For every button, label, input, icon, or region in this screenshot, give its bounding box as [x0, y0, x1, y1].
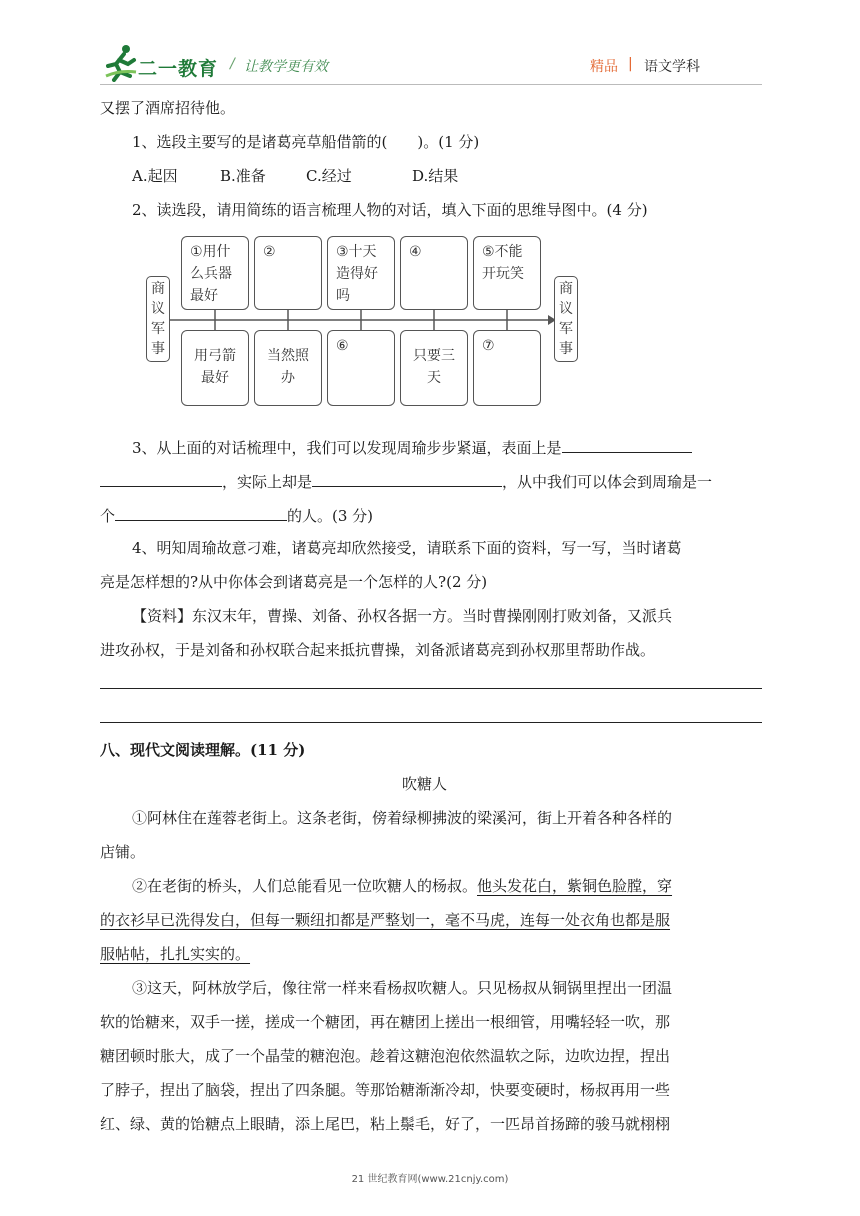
mindmap-bottom-4: 只要三 天	[400, 330, 468, 406]
p3-line1: ③这天，阿林放学后，像往常一样来看杨叔吹糖人。只见杨叔从铜锅里捏出一团温	[132, 979, 673, 997]
q3-blank-3[interactable]	[115, 504, 287, 521]
p2-line1	[132, 876, 672, 896]
mindmap	[144, 234, 586, 410]
page-footer: 21 世纪教育网(www.21cnjy.com)	[351, 1174, 509, 1185]
q1-text: 1、选段主要写的是诸葛亮草船借箭的( )。(1 分)	[132, 133, 480, 151]
q3-line2-mid: ，实际上却是	[222, 473, 313, 491]
subject-label: 语文学科	[644, 59, 700, 75]
q3-line3-end: 的人。(3 分)	[287, 507, 374, 525]
q1-option-d: D.结果	[412, 167, 459, 185]
q3-blank-1a[interactable]	[562, 436, 692, 453]
mindmap-top-3: ③十天 造得好 吗	[327, 236, 395, 310]
q3-line2	[100, 470, 712, 492]
story-title: 吹糖人	[402, 775, 448, 793]
intro-line: 又摆了酒席招待他。	[100, 99, 236, 117]
q3-line3-start: 个	[100, 507, 116, 525]
answer-line-1[interactable]	[100, 688, 762, 689]
p1-line1: ①阿林住在莲蓉老街上。这条老街，傍着绿柳拂波的梁溪河，街上开着各种各样的	[132, 809, 673, 827]
answer-line-2[interactable]	[100, 722, 762, 723]
brand-logo	[104, 42, 334, 86]
p3-line2: 软的饴糖来，双手一搓，搓成一个糖团，再在糖团上搓出一根细管，用嘴轻轻一吹，那	[100, 1013, 671, 1031]
mindmap-left-label: 商 议 军 事	[146, 276, 170, 362]
p1-line2: 店铺。	[100, 843, 146, 861]
p2-line2: 的衣衫早已洗得发白，但每一颗纽扣都是严整划一，毫不马虎，连每一处衣角也都是服	[100, 911, 671, 929]
mindmap-bottom-3: ⑥	[327, 330, 395, 406]
mindmap-bottom-1: 用弓箭 最好	[181, 330, 249, 406]
q2-text: 2、读选段，请用简练的语言梳理人物的对话，填入下面的思维导图中。(4 分)	[132, 201, 648, 219]
section8-heading: 八、现代文阅读理解。(11 分)	[100, 741, 306, 759]
q3-blank-2[interactable]	[312, 470, 502, 487]
q4-material-line1: 【资料】东汉末年，曹操、刘备、孙权各据一方。当时曹操刚刚打败刘备，又派兵	[132, 607, 673, 625]
mindmap-top-1: ①用什 么兵器 最好	[181, 236, 249, 310]
q1-option-b: B.准备	[220, 167, 266, 185]
header-divider: |	[628, 56, 633, 72]
runner-icon	[104, 42, 138, 82]
q3-line3	[100, 504, 373, 526]
mindmap-top-4: ④	[400, 236, 468, 310]
q1-option-c: C.经过	[306, 167, 352, 185]
q4-line2: 亮是怎样想的?从中你体会到诸葛亮是一个怎样的人?(2 分)	[100, 573, 488, 591]
header-rule	[100, 84, 762, 85]
mindmap-top-2: ②	[254, 236, 322, 310]
p3-line3: 糖团顿时胀大，成了一个晶莹的糖泡泡。趁着这糖泡泡依然温软之际，边吹边捏，捏出	[100, 1047, 671, 1065]
mindmap-bottom-5: ⑦	[473, 330, 541, 406]
p3-line4: 了脖子，捏出了脑袋，捏出了四条腿。等那饴糖渐渐冷却，快要变硬时，杨叔再用一些	[100, 1081, 671, 1099]
q3-line1	[132, 436, 692, 458]
p2-line3: 服帖帖，扎扎实实的。	[100, 945, 251, 963]
logo-divider: /	[230, 56, 235, 72]
quality-label: 精品	[590, 59, 618, 75]
q3-blank-1b[interactable]	[100, 470, 222, 487]
logo-slogan: 让教学更有效	[244, 59, 328, 75]
mindmap-bottom-2: 当然照 办	[254, 330, 322, 406]
q3-line1-text: 3、从上面的对话梳理中，我们可以发现周瑜步步紧逼，表面上是	[132, 439, 562, 457]
q3-line2-end: ，从中我们可以体会到周瑜是一	[502, 473, 713, 491]
mindmap-right-label: 商 议 军 事	[554, 276, 578, 362]
p2-line1-plain: ②在老街的桥头，人们总能看见一位吹糖人的杨叔。	[132, 877, 478, 895]
q1-option-a: A.起因	[132, 167, 178, 185]
q4-line1: 4、明知周瑜故意刁难，诸葛亮却欣然接受，请联系下面的资料，写一写，当时诸葛	[132, 539, 682, 557]
mindmap-top-5: ⑤不能 开玩笑	[473, 236, 541, 310]
logo-text: 二一教育	[138, 58, 219, 80]
p3-line5: 红、绿、黄的饴糖点上眼睛，添上尾巴，粘上鬃毛，好了，一匹昂首扬蹄的骏马就栩栩	[100, 1115, 671, 1133]
p2-line1-underlined: 他头发花白，紫铜色脸膛，穿	[477, 877, 673, 895]
q4-material-line2: 进攻孙权，于是刘备和孙权联合起来抵抗曹操，刘备派诸葛亮到孙权那里帮助作战。	[100, 641, 656, 659]
